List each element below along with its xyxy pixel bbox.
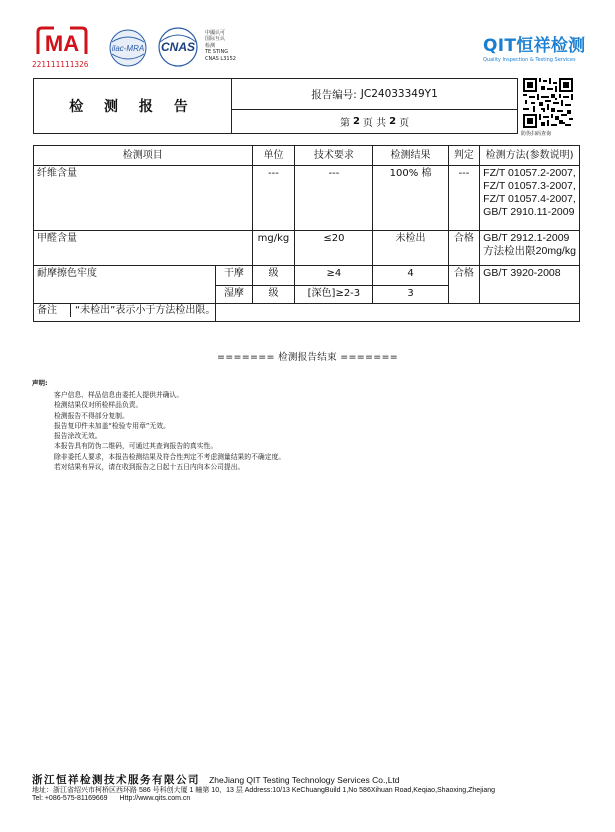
unit-dry: 级 [252,266,295,286]
method-line: GB/T 2910.11-2009 [483,206,575,218]
page-indicator [232,110,517,133]
remark-row [34,304,580,322]
footer-address: 地址：浙江省绍兴市柯桥区西环路 586 号科创大厦 1 幢第 10、13 层 Address:10/13 KeChuangBuild 1,No 586Xihuan Road,Keqiao,Shaoxing,Zhejiang [32,787,495,794]
result-dry: 4 [373,266,448,286]
page-prefix: 第 [339,118,350,129]
unit-formaldehyde: mg/kg [252,231,295,266]
qr-code-icon[interactable] [523,78,573,128]
method-fiber [480,166,580,231]
method-line: 方法检出限20mg/kg [483,245,576,257]
verdict-fiber: --- [448,166,480,231]
header-method: 检测方法(参数说明) [480,146,580,166]
item-rubbing-fastness: 耐摩擦色牢度 [34,266,216,304]
method-line: FZ/T 01057.2-2007, [483,167,576,179]
company-name-en: ZheJiang QIT Testing Technology Services Co.,Ltd [209,775,400,785]
verdict-formaldehyde: 合格 [448,231,480,266]
result-formaldehyde: 未检出 [373,231,448,266]
footer-tel: Tel: +086-575-81169669 [32,795,108,802]
cnas-text: CNAS [160,40,196,54]
result-fiber: 100% 棉 [373,166,448,231]
results-table [33,145,580,322]
sub-wet: 湿摩 [216,286,252,304]
cnas-caption: 中國认可 国际互认 检测 TE STING CNAS L3152 [205,30,236,62]
page-suffix: 页 [399,118,410,129]
ilac-mra-logo-icon [106,28,150,68]
remark-label-text: 备注 [34,304,71,317]
header-item: 检测项目 [34,146,253,166]
method-formaldehyde [480,231,580,266]
page-current: 2 [352,116,360,127]
declaration-line: 除非委托人要求，本报告检测结果及符合性判定不考虑测量结果的不确定度。 [54,452,286,461]
unit-fiber: --- [252,166,295,231]
item-fiber: 纤维含量 [34,166,253,231]
qit-tagline: Quality Inspection & Testing Services [483,57,576,63]
cma-letters: MA [44,31,80,56]
declaration-line: 检测报告不得部分复制。 [54,411,129,420]
method-line: FZ/T 01057.4-2007, [483,193,576,205]
declaration-line: 检测结果仅对所检样品负责。 [54,401,143,410]
method-rubbing: GB/T 3920-2008 [480,266,580,304]
report-end-marker: ======= 检测报告结束 ======= [216,352,399,363]
declaration-line: 若对结果有异议，请在收到报告之日起十五日内向本公司提出。 [54,463,245,472]
report-number: JC24033349Y1 [360,88,438,100]
cma-number: 221111111326 [32,60,89,69]
remark-spacer [216,304,580,322]
qr-caption: 防伪扫码查询 [521,131,552,137]
header-requirement: 技术要求 [295,146,373,166]
ilac-text: ilac-MRA [111,44,145,53]
remark-label [34,304,216,322]
page-middle: 页 共 [362,118,387,129]
req-wet: [深色]≥2-3 [295,286,373,304]
footer-contact [32,795,200,802]
req-dry: ≥4 [295,266,373,286]
table-row [34,266,580,286]
table-header-row [34,146,580,166]
declaration-heading: 声明: [32,379,48,387]
method-line: FZ/T 01057.3-2007, [483,180,576,192]
table-row [34,231,580,266]
report-title: 检 测 报 告 [34,79,232,133]
header-result: 检测结果 [373,146,448,166]
header-verdict: 判定 [448,146,480,166]
cma-logo [32,22,94,68]
report-header [33,78,518,134]
company-name-cn: 浙江恒祥检测技术服务有限公司 [32,774,200,786]
declaration-line: 报告涂改无效。 [54,432,102,441]
qit-logo [483,31,585,63]
declaration-list [54,390,285,472]
sub-dry: 干摩 [216,266,252,286]
declaration-line: 客户信息、样品信息由委托人提供并确认。 [54,391,184,399]
result-wet: 3 [373,286,448,304]
remark-text: “未检出”表示小于方法检出限。 [75,305,216,316]
declaration-line: 报告复印件未加盖“检验专用章”无效。 [54,421,170,430]
report-number-row [232,79,517,110]
req-fiber: --- [295,166,373,231]
cnas-logo-icon [152,26,204,68]
method-line: GB/T 2912.1-2009 [483,232,570,244]
table-row [34,166,580,231]
cma-mark-icon [34,24,90,58]
declaration-line: 本报告具有防伪二维码，可通过其查询报告的真实性。 [54,442,218,451]
qit-brand: QIT恒祥检测 [483,36,586,56]
unit-wet: 级 [252,286,295,304]
item-formaldehyde: 甲醛含量 [34,231,253,266]
footer-website-link[interactable]: Http://www.qits.com.cn [119,795,191,802]
req-formaldehyde: ≤20 [295,231,373,266]
report-number-label: 报告编号: [311,88,357,101]
header-unit: 单位 [252,146,295,166]
page-total: 2 [389,116,397,127]
verdict-rubbing: 合格 [448,266,480,304]
